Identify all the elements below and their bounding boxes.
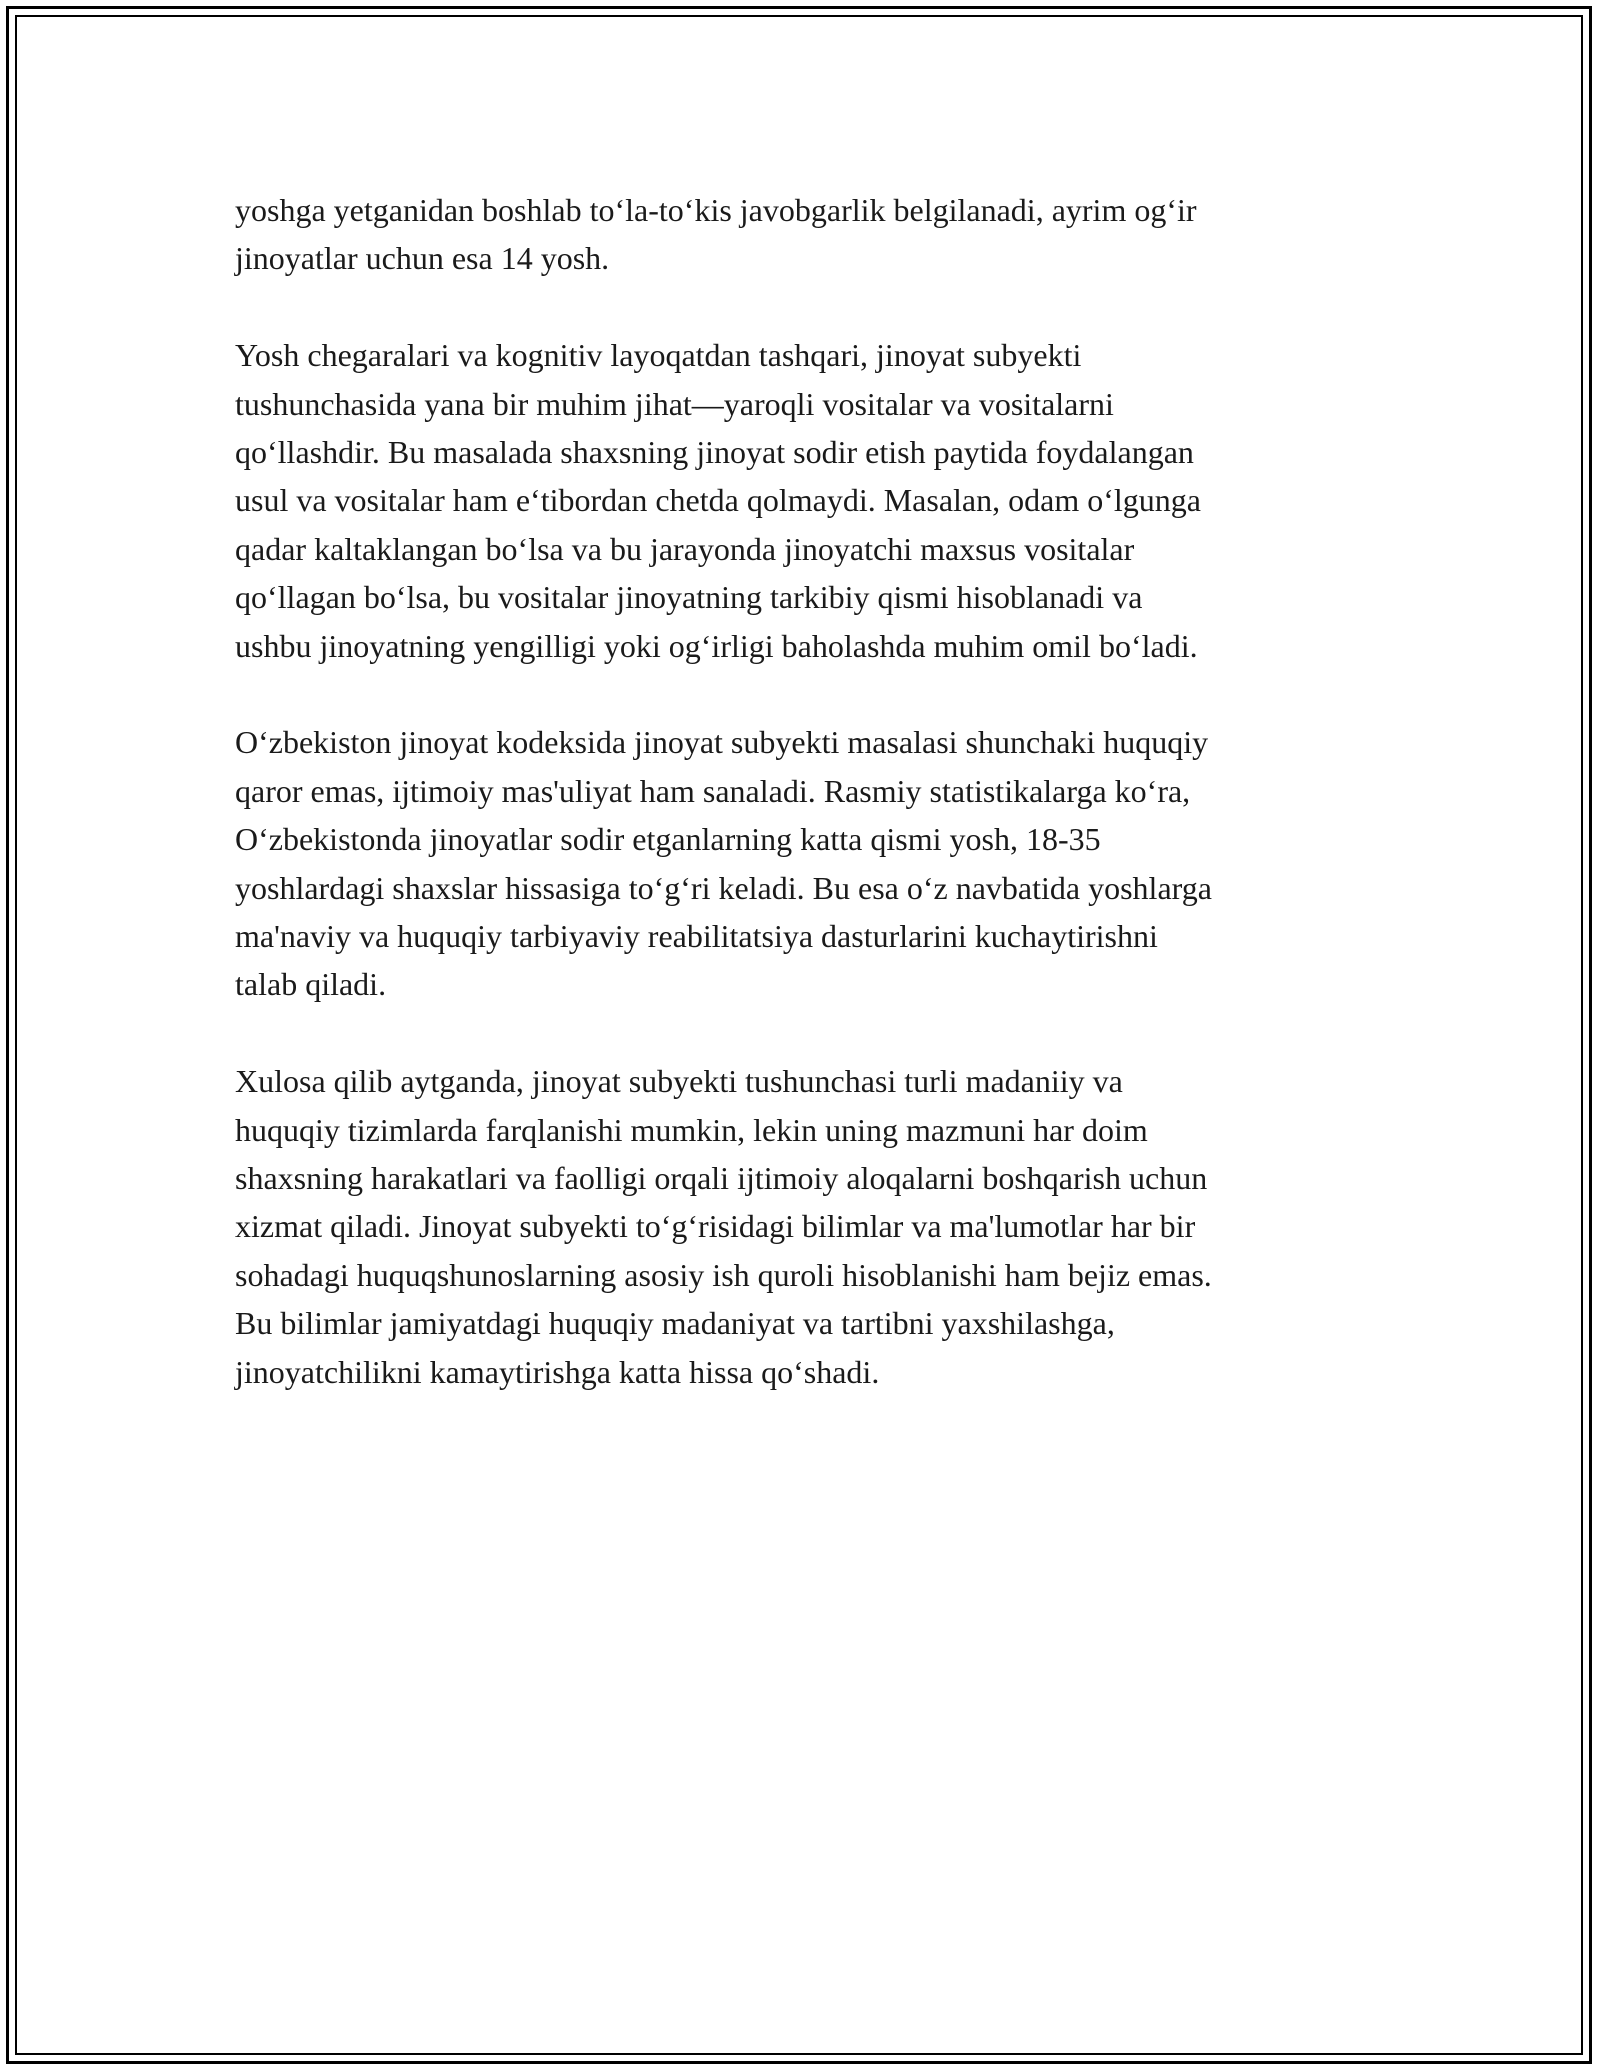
paragraph: [235, 331, 1375, 670]
text-line: talab qiladi.: [235, 966, 387, 1003]
text-line: xizmat qiladi. Jinoyat subyekti to‘g‘risidagi bilimlar va ma'lumotlar har bir: [235, 1208, 1196, 1245]
text-line: qo‘llagan bo‘lsa, bu vositalar jinoyatning tarkibiy qismi hisoblanadi va: [235, 579, 1143, 616]
text-line: jinoyatchilikni kamaytirishga katta hissa qo‘shadi.: [235, 1353, 880, 1390]
paragraph: [235, 1057, 1375, 1396]
text-line: yoshga yetganidan boshlab to‘la-to‘kis javobgarlik belgilanadi, ayrim og‘ir: [235, 192, 1197, 228]
text-line: Xulosa qilib aytganda, jinoyat subyekti tushunchasi turli madaniiy va: [235, 1063, 1123, 1100]
text-line: huquqiy tizimlarda farqlanishi mumkin, lekin uning mazmuni har doim: [235, 1111, 1148, 1148]
text-line: ma'naviy va huquqiy tarbiyaviy reabilitatsiya dasturlarini kuchaytirishni: [235, 918, 1158, 955]
text-line: O‘zbekiston jinoyat kodeksida jinoyat subyekti masalasi shunchaki huquqiy: [235, 724, 1209, 761]
text-line: Bu bilimlar jamiyatdagi huquqiy madaniyat va tartibni yaxshilashga,: [235, 1305, 1115, 1342]
text-line: tushunchasida yana bir muhim jihat—yaroqli vositalar va vositalarni: [235, 385, 1114, 422]
text-line: Yosh chegaralari va kognitiv layoqatdan tashqari, jinoyat subyekti: [235, 337, 1082, 374]
text-line: qo‘llashdir. Bu masalada shaxsning jinoyat sodir etish paytida foydalangan: [235, 434, 1194, 471]
document-body: [235, 186, 1375, 1445]
text-line: shaxsning harakatlari va faolligi orqali ijtimoiy aloqalarni boshqarish uchun: [235, 1160, 1208, 1197]
paragraph: [235, 718, 1375, 1008]
text-line: qadar kaltaklangan bo‘lsa va bu jarayonda jinoyatchi maxsus vositalar: [235, 530, 1135, 567]
text-line: O‘zbekistonda jinoyatlar sodir etganlarning katta qismi yosh, 18-35: [235, 821, 1101, 858]
paragraph: [235, 186, 1375, 283]
text-line: jinoyatlar uchun esa 14 yosh.: [235, 240, 610, 277]
text-line: yoshlardagi shaxslar hissasiga to‘g‘ri keladi. Bu esa o‘z navbatida yoshlarga: [235, 869, 1212, 906]
text-line: ushbu jinoyatning yengilligi yoki og‘irligi baholashda muhim omil bo‘ladi.: [235, 627, 1198, 664]
text-line: usul va vositalar ham e‘tibordan chetda qolmaydi. Masalan, odam o‘lgunga: [235, 482, 1201, 519]
text-line: sohadagi huquqshunoslarning asosiy ish quroli hisoblanishi ham bejiz emas.: [235, 1256, 1212, 1293]
text-line: qaror emas, ijtimoiy mas'uliyat ham sanaladi. Rasmiy statistikalarga ko‘ra,: [235, 772, 1191, 809]
